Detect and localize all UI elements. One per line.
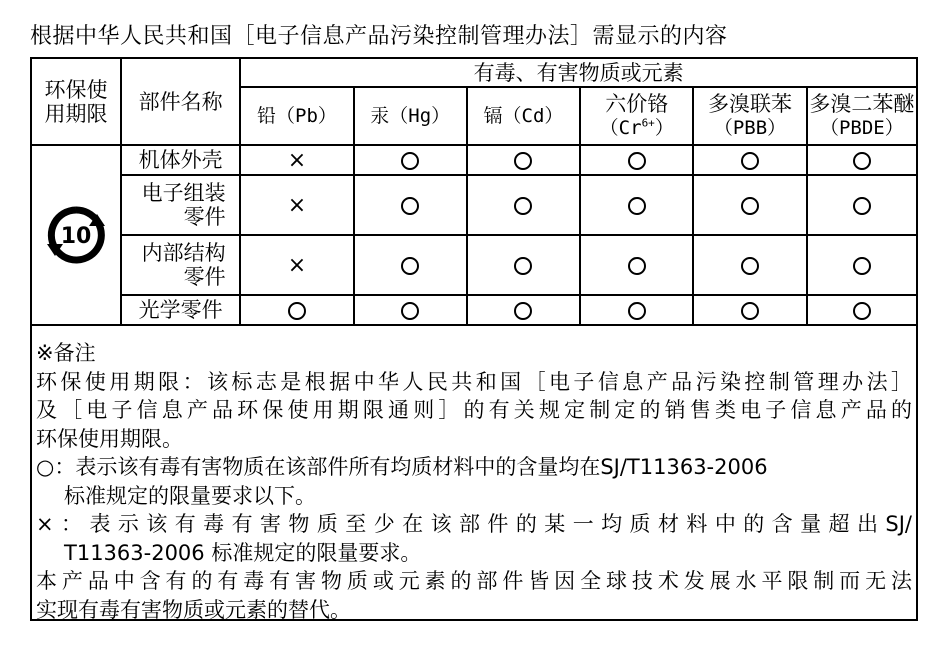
circle-mark <box>514 257 532 275</box>
part-name-text: 光学零件 <box>138 298 223 322</box>
notes-epup-line-3: 环保使用期限。 <box>36 426 183 451</box>
epup-logo-cell <box>32 145 121 325</box>
circle-mark <box>741 257 759 275</box>
substance-mark <box>240 145 353 175</box>
substance-mark <box>580 235 693 295</box>
substance-name: 镉（Cd） <box>483 105 564 127</box>
circle-mark <box>741 152 759 170</box>
substance-mark <box>580 295 693 325</box>
header-substance <box>467 87 580 145</box>
part-name-text: 内部结构零件 <box>141 241 226 289</box>
substance-mark <box>354 295 467 325</box>
substance-mark <box>807 295 916 325</box>
part-name <box>121 235 240 295</box>
header-substance <box>240 87 353 145</box>
circle-mark <box>741 197 759 215</box>
notes-cross-line-2: T11363-2006 标准规定的限量要求。 <box>64 540 422 565</box>
notes-epup-line-2: 及［电子信息产品环保使用期限通则］的有关规定制定的销售类电子信息产品的 <box>36 398 912 422</box>
substance-name: 六价铬 <box>605 92 669 116</box>
circle-mark <box>741 302 759 320</box>
notes-circle-line-1: ○：表示该有毒有害物质在该部件所有均质材料中的含量均在SJ/T11363-2006 <box>36 455 768 479</box>
circle-mark <box>288 302 306 320</box>
header-epup-period: 环保使用期限 <box>32 59 121 145</box>
notes-reason-line-1: 本产品中含有的有毒有害物质或元素的部件皆因全球技术发展水平限制而无法 <box>36 569 912 593</box>
circle-mark <box>401 257 419 275</box>
circle-mark <box>628 302 646 320</box>
cross-mark: × <box>287 147 307 173</box>
circle-mark <box>628 152 646 170</box>
cross-mark: × <box>287 252 307 278</box>
circle-mark <box>401 197 419 215</box>
table-row <box>32 145 916 175</box>
substance-mark <box>807 145 916 175</box>
substance-name: 多溴二苯醚 <box>809 92 915 116</box>
substance-symbol: （PBB） <box>713 117 787 139</box>
header-substance <box>354 87 467 145</box>
circle-mark <box>853 257 871 275</box>
header-substance <box>807 87 916 145</box>
epup-years: 10 <box>60 224 92 249</box>
substance-mark <box>693 175 806 235</box>
hazardous-substance-table <box>32 59 916 326</box>
part-name-text: 机体外壳 <box>138 148 223 172</box>
substance-mark <box>354 235 467 295</box>
rohs-disclosure-frame <box>30 57 918 621</box>
substance-symbol: $(Cr^{6+})$ <box>599 116 674 139</box>
circle-mark <box>853 302 871 320</box>
substance-symbol: （PBDE） <box>819 117 904 139</box>
substance-mark <box>240 295 353 325</box>
substance-mark <box>354 145 467 175</box>
substance-mark <box>467 295 580 325</box>
notes-section <box>32 339 916 624</box>
circle-mark <box>628 197 646 215</box>
substance-mark <box>693 295 806 325</box>
table-row <box>32 235 916 295</box>
header-substance <box>580 87 693 145</box>
circle-mark <box>853 197 871 215</box>
substance-mark <box>807 175 916 235</box>
part-name <box>121 295 240 325</box>
notes-circle-line-2: 标准规定的限量要求以下。 <box>64 483 316 508</box>
header-part-name: 部件名称 <box>121 59 240 145</box>
substance-mark <box>807 235 916 295</box>
notes-cross-line-1: ×：表示该有毒有害物质至少在该部件的某一均质材料中的含量超出SJ/ <box>36 512 912 536</box>
substance-mark <box>467 235 580 295</box>
notes-epup-line-1: 环保使用期限：该标志是根据中华人民共和国［电子信息产品污染控制管理办法］ <box>36 369 912 394</box>
substance-mark <box>240 175 353 235</box>
substance-name: 汞（Hg） <box>370 105 451 127</box>
header-substance-group: 有毒、有害物质或元素 <box>240 59 916 87</box>
circle-mark <box>514 302 532 320</box>
notes-reason-line-2: 实现有毒有害物质或元素的替代。 <box>36 597 351 622</box>
epup-10-icon <box>45 204 107 266</box>
circle-mark <box>401 302 419 320</box>
circle-mark <box>514 152 532 170</box>
notes-title: ※备注 <box>36 341 96 365</box>
circle-mark <box>401 152 419 170</box>
substance-mark <box>467 145 580 175</box>
substance-name: 铅（Pb） <box>257 105 337 127</box>
circle-mark <box>628 257 646 275</box>
substance-mark <box>467 175 580 235</box>
part-name-text: 电子组装零件 <box>141 181 226 229</box>
circle-mark <box>514 197 532 215</box>
table-row <box>32 175 916 235</box>
table-row <box>32 295 916 325</box>
substance-mark <box>354 175 467 235</box>
header-substance <box>693 87 806 145</box>
circle-mark <box>853 152 871 170</box>
substance-mark <box>693 235 806 295</box>
substance-mark <box>240 235 353 295</box>
part-name <box>121 145 240 175</box>
substance-mark <box>580 145 693 175</box>
cross-mark: × <box>287 192 307 218</box>
substance-mark <box>580 175 693 235</box>
page-heading: 根据中华人民共和国［电子信息产品污染控制管理办法］需显示的内容 <box>30 24 728 49</box>
substance-mark <box>693 145 806 175</box>
part-name <box>121 175 240 235</box>
substance-name: 多溴联苯 <box>708 92 793 116</box>
oxidation-state: 6+ <box>641 116 655 130</box>
